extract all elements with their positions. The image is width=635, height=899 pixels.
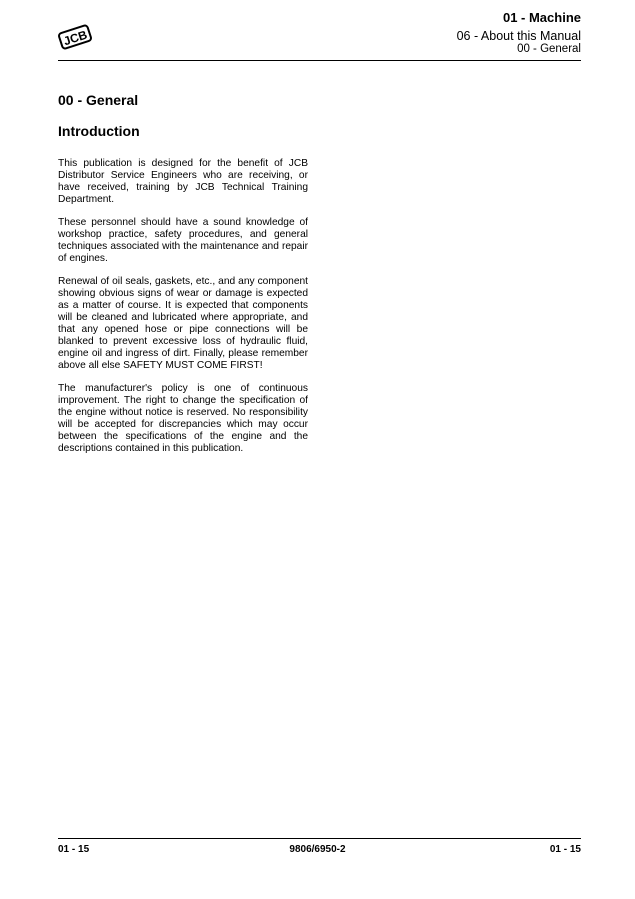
paragraph: The manufacturer's policy is one of continuous improvement. The right to change the specification of the engine without notice is reserved. No responsibility will be accepted for discrepancies which may occur between the specifications of the engine and the descriptions contained in this publication. bbox=[58, 383, 308, 454]
subsection-title: 00 - General bbox=[517, 43, 581, 55]
introduction-heading: Introduction bbox=[58, 123, 140, 139]
paragraph: Renewal of oil seals, gaskets, etc., and any component showing obvious signs of wear or damage is expected as a matter of course. It is expected that components will be cleaned and lubricated where appropriate, and that any opened hose or pipe connections will be blanked to prevent excessive loss of hydraulic fluid, engine oil and ingress of dirt. Finally, please remember above all else SAFETY MUST COME FIRST! bbox=[58, 276, 308, 371]
footer-divider bbox=[58, 838, 581, 839]
section-title: 06 - About this Manual bbox=[456, 29, 581, 43]
page-heading: 00 - General bbox=[58, 92, 139, 108]
footer-page-number-left: 01 - 15 bbox=[58, 844, 90, 855]
header-divider bbox=[58, 60, 581, 61]
body-text bbox=[58, 158, 308, 466]
paragraph: These personnel should have a sound knowledge of workshop practice, safety procedures, and general techniques associated with the maintenance and repair of engines. bbox=[58, 217, 308, 264]
chapter-title: 01 - Machine bbox=[502, 10, 581, 25]
paragraph: This publication is designed for the benefit of JCB Distributor Service Engineers who are receiving, or have received, training by JCB Technical Training Department. bbox=[58, 158, 308, 205]
svg-text:JCB: JCB bbox=[61, 27, 89, 49]
footer-document-number: 9806/6950-2 bbox=[289, 844, 346, 855]
footer-page-number-right: 01 - 15 bbox=[549, 844, 581, 855]
jcb-logo bbox=[58, 22, 92, 52]
page-header bbox=[457, 10, 581, 56]
